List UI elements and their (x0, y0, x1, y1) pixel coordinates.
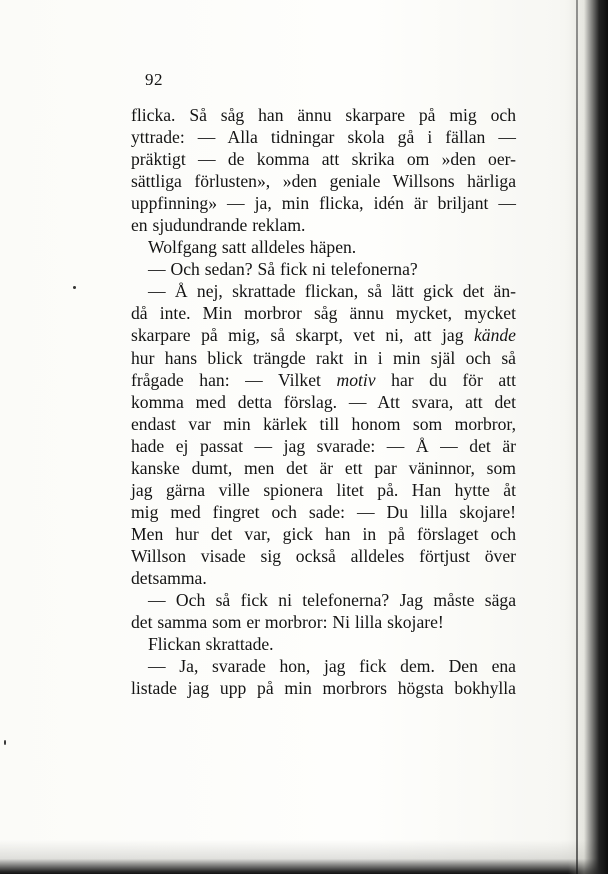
text-line: Men hur det var, gick han in på förslaget och (131, 523, 516, 544)
text-line: — Å nej, skrattade flickan, så lätt gick det än- (148, 281, 516, 302)
text-line: flicka. Så såg han ännu skarpare på mig och (131, 105, 516, 125)
text-line: kanske dumt, men det är ett par väninnor, som (131, 457, 516, 478)
text-line: endast var min kärlek till honom som morbror, (131, 413, 516, 434)
text-line: hade ej passat — jag svarade: — Å — det är (131, 435, 516, 456)
scan-speck (73, 286, 76, 289)
text-line: Willson visade sig också alldeles förtjust över (131, 545, 516, 566)
text-line: Wolfgang satt alldeles häpen. (148, 237, 357, 258)
text-line: — Ja, svarade hon, jag fick dem. Den ena (148, 656, 516, 677)
text-line: skarpare på mig, så skarpt, vet ni, att jag kände (131, 325, 516, 346)
emphasized-word: motiv (336, 369, 376, 390)
text-line: då inte. Min morbror såg ännu mycket, mycket (131, 303, 516, 324)
text-line: det samma som er morbror: Ni lilla skojare! (131, 612, 444, 633)
text-line: yttrade: — Alla tidningar skola gå i fällan — (131, 127, 516, 148)
page-number: 92 (145, 70, 163, 89)
text-line: sättliga förlusten», »den geniale Willsons härliga (131, 171, 516, 192)
text-line: listade jag upp på min morbrors högsta bokhylla (131, 678, 516, 699)
text-line: uppfinning» — ja, min flicka, idén är briljant — (131, 193, 516, 214)
text-line: hur hans blick trängde rakt in i min själ och så (131, 347, 516, 368)
text-line: detsamma. (131, 567, 207, 588)
body-text (131, 104, 516, 699)
book-binding-edge (576, 0, 578, 874)
scan-speck (4, 740, 6, 745)
text-line: mig med fingret och sade: — Du lilla skojare! (131, 501, 516, 522)
text-line: komma med detta förslag. — Att svara, att det (131, 391, 516, 412)
emphasized-word: kände (473, 325, 516, 346)
text-line: Flickan skrattade. (148, 634, 274, 655)
text-line: — Och sedan? Så fick ni telefonerna? (148, 259, 418, 280)
scan-bottom-shadow (0, 840, 608, 874)
book-binding-shadow (568, 0, 608, 874)
text-line: präktigt — de komma att skrika om »den oer- (131, 149, 516, 170)
text-line: jag gärna ville spionera litet på. Han hytte åt (131, 479, 516, 500)
text-line: frågade han: — Vilket motiv har du för att (131, 369, 516, 390)
text-line: — Och så fick ni telefonerna? Jag måste säga (148, 590, 516, 611)
text-line: en sjudundrande reklam. (131, 215, 306, 236)
